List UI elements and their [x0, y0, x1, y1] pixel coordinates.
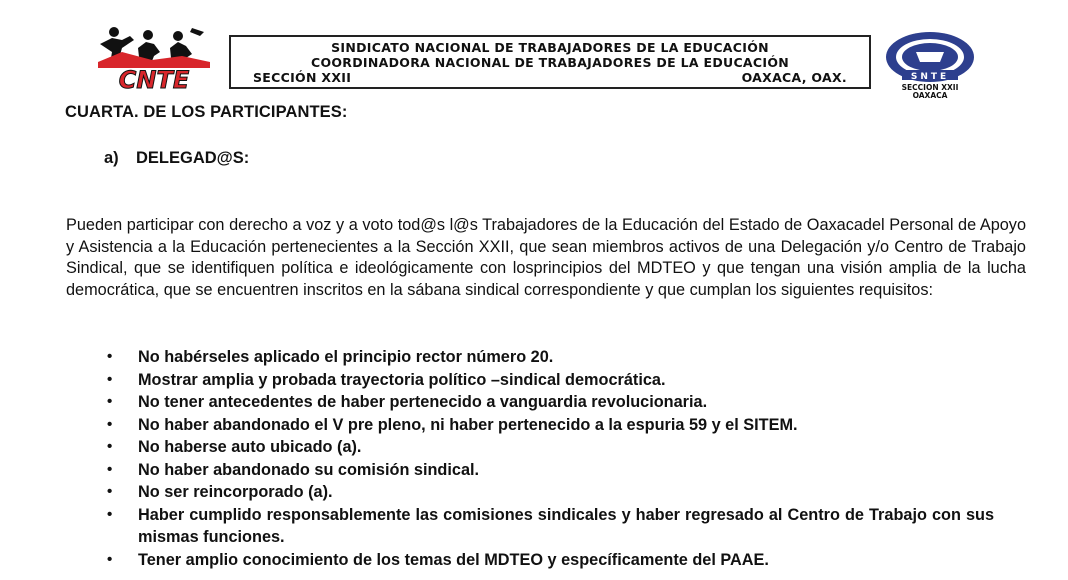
bullet-icon: •	[107, 438, 113, 455]
bullet-icon: •	[107, 483, 113, 500]
list-item	[104, 481, 994, 504]
cnte-logo-text: CNTE	[118, 66, 190, 94]
bullet-icon: •	[107, 460, 113, 478]
letterhead-section: SECCIÓN XXII	[253, 70, 352, 85]
bullet-icon: •	[107, 505, 113, 523]
requirement-text: No haber abandonado su comisión sindical.	[138, 460, 480, 479]
requirement-text: No haberse auto ubicado (a).	[138, 438, 362, 456]
snte-logo-text: SNTE	[910, 72, 950, 82]
requirement-text: No ser reincorporado (a).	[138, 483, 333, 501]
bullet-icon: •	[107, 393, 113, 410]
list-item	[104, 369, 994, 392]
body-paragraph: Pueden participar con derecho a voz y a voto tod@s l@s Trabajadores de la Educación del Estado de Oaxacadel Personal de Apoyo y Asistencia a la Educación pertenecientes a la Sección XXII, que sean miembros activos de una Delegación y/o Centro de Trabajo Sindical, que se identifiquen política e ideológicamente con losprincipios del MDTEO y que tengan una visión amplia de la lucha democrática, que se encuentren inscritos en la sábana sindical correspondiente y que cumplan los siguientes requisitos:	[66, 216, 1026, 299]
list-item	[104, 436, 994, 459]
requirement-text: Haber cumplido responsablemente las comisiones sindicales y haber regresado al Centro de Trabajo con sus mismas funciones.	[138, 505, 994, 546]
requirement-text: No habérseles aplicado el principio rector número 20.	[138, 348, 554, 366]
cnte-logo	[92, 22, 216, 94]
section-heading: CUARTA. DE LOS PARTICIPANTES:	[65, 103, 348, 121]
subsection-marker: a)	[104, 149, 119, 167]
letterhead-location: OAXACA, OAX.	[741, 70, 847, 85]
snte-emblem-icon	[916, 52, 944, 62]
list-item	[104, 346, 994, 369]
list-item	[104, 504, 994, 549]
list-item	[104, 459, 994, 482]
list-item	[104, 414, 994, 437]
snte-logo-caption-section: SECCION XXII	[901, 83, 959, 92]
subsection-heading	[104, 149, 249, 168]
list-item	[104, 549, 994, 572]
bullet-icon: •	[107, 370, 113, 388]
letterhead-line-1: SINDICATO NACIONAL DE TRABAJADORES DE LA EDUCACIÓN	[331, 40, 769, 55]
bullet-icon: •	[107, 550, 113, 568]
requirement-text: Tener amplio conocimiento de los temas del MDTEO y específicamente del PAAE.	[138, 550, 769, 569]
snte-logo-caption-city: OAXACA	[912, 91, 948, 100]
requirement-text: No haber abandonado el V pre pleno, ni haber pertenecido a la espuria 59 y el SITEM.	[138, 415, 798, 434]
snte-seccion-xxii-logo	[882, 30, 978, 102]
requirement-text: Mostrar amplia y probada trayectoria político –sindical democrática.	[138, 370, 666, 389]
subsection-title: DELEGAD@S:	[136, 149, 250, 167]
letterhead-line-3	[241, 70, 859, 85]
requirements-list	[104, 346, 994, 571]
list-item	[104, 391, 994, 414]
letterhead-box	[229, 35, 871, 89]
bullet-icon: •	[107, 348, 113, 365]
letterhead-line-2: COORDINADORA NACIONAL DE TRABAJADORES DE LA EDUCACIÓN	[310, 55, 790, 70]
bullet-icon: •	[107, 415, 113, 433]
requirement-text: No tener antecedentes de haber pertenecido a vanguardia revolucionaria.	[138, 393, 708, 411]
